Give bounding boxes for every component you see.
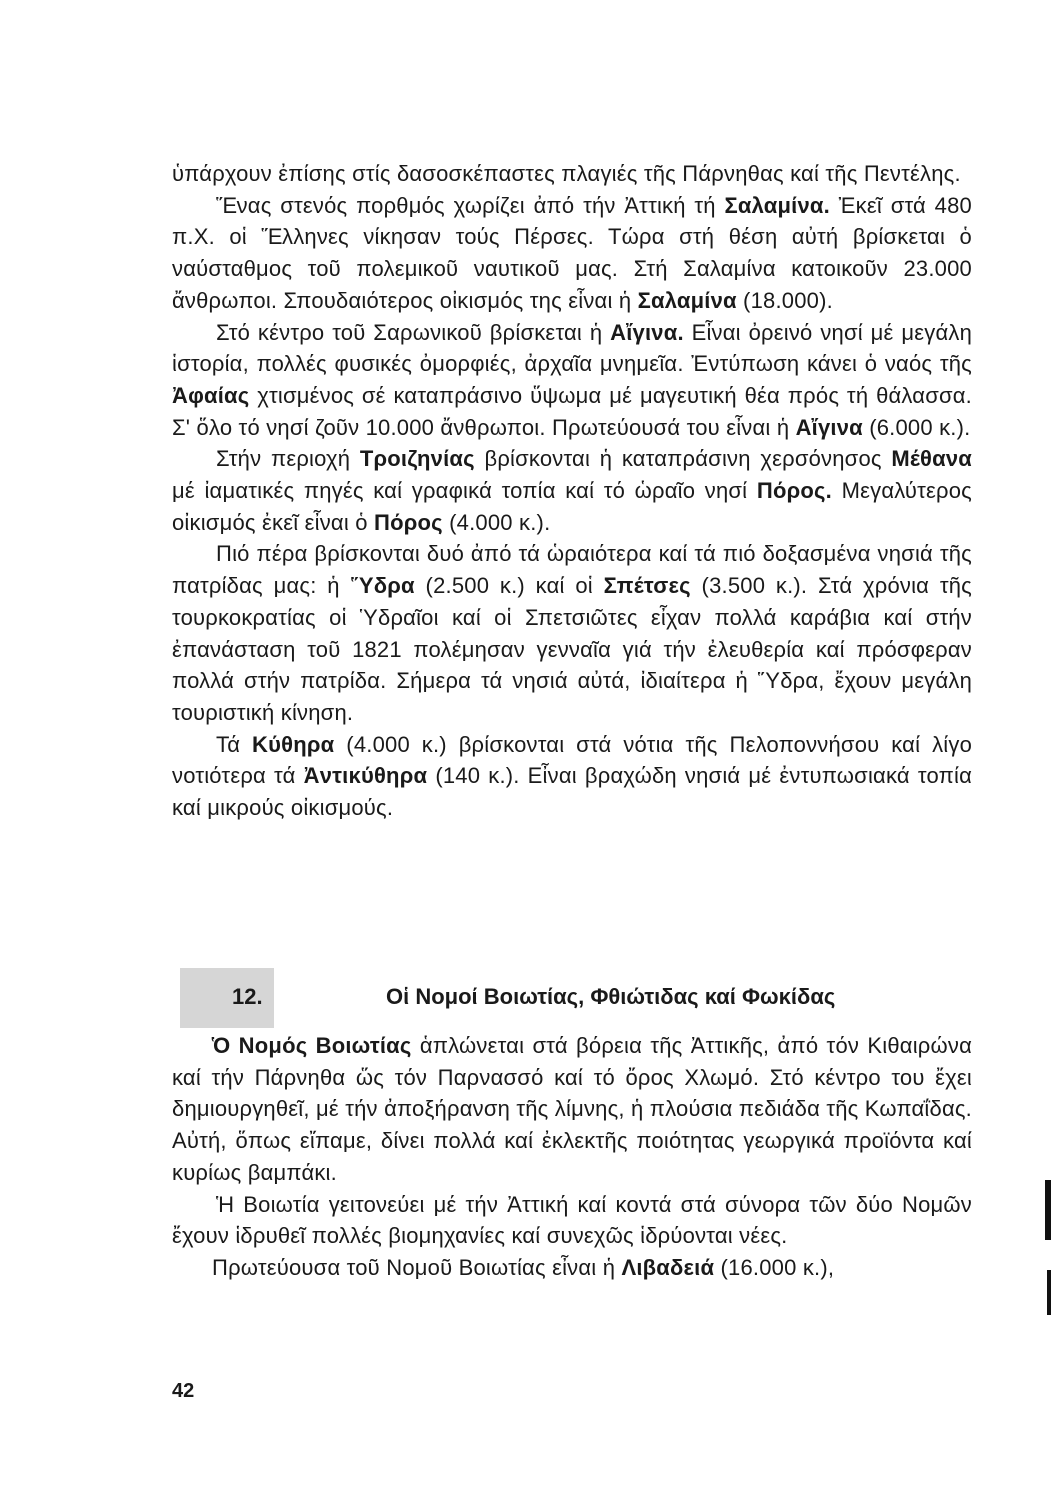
bold-term: Αἴγινα: [795, 414, 863, 440]
section-heading: [172, 968, 972, 1028]
paragraph: Τά Κύθηρα (4.000 κ.) βρίσκονται στά νότια τῆς Πελοποννήσου καί λίγο νοτιότερα τά Ἀντικύθηρα (140 κ.). Εἶναι βραχώδη νησιά μέ ἐντυπωσιακά τοπία καί μικρούς οἰκισμούς.: [172, 731, 973, 821]
bold-term: Πόρος.: [756, 478, 832, 504]
bold-term: Ἀφαίας: [172, 382, 250, 408]
section-text-boeotia: [172, 1030, 972, 1284]
page-number: 42: [172, 1380, 195, 1402]
bold-term: Σαλαμίνα: [637, 287, 737, 313]
paragraph: Ὁ Νομός Βοιωτίας ἁπλώνεται στά βόρεια τῆς Ἀττικῆς, ἀπό τόν Κιθαιρώνα καί τήν Πάρνηθα ὥς τόν Παρνασσό καί τό ὄρος Χλωμό. Στό κέντρο του ἔχει δημιουργηθεῖ, μέ τήν ἀποξήρανση τῆς λίμνης, ἡ πλούσια πεδιάδα τῆς Κωπαΐδας. Αὐτή, ὅπως εἴπαμε, δίνει πολλά καί ἐκλεκτῆς ποιότητας γεωργικά προϊόντα καί κυρίως βαμπάκι.: [172, 1033, 972, 1185]
section-title: Οἱ Νομοί Βοιωτίας, Φθιώτιδας καί Φωκίδας: [386, 984, 836, 1009]
bold-term: Ἀντικύθηρα: [303, 763, 428, 789]
bold-term: Ὁ Νομός Βοιωτίας: [212, 1033, 412, 1058]
bold-term: Σαλαμίνα.: [724, 192, 830, 218]
bold-term: Αἴγινα.: [610, 319, 684, 345]
paragraph: Ἡ Βοιωτία γειτονεύει μέ τήν Ἀττική καί κοντά στά σύνορα τῶν δύο Νομῶν ἔχουν ἱδρυθεῖ πολλές βιομηχανίες καί συνεχῶς ἱδρύονται νέες.: [172, 1191, 972, 1249]
scan-edge-mark: [1045, 1180, 1051, 1240]
bold-term: Τροιζηνίας: [359, 446, 475, 472]
section-text-attica-islands: [172, 158, 972, 824]
scan-edge-mark: [1047, 1270, 1051, 1315]
paragraph: Πρωτεύουσα τοῦ Νομοῦ Βοιωτίας εἶναι ἡ Λιβαδειά (16.000 κ.),: [212, 1254, 835, 1280]
bold-term: Πόρος: [374, 509, 443, 535]
paragraph: Πιό πέρα βρίσκονται δυό ἀπό τά ὡραιότερα καί τά πιό δοξασμένα νησιά τῆς πατρίδας μας: ἡ Ὕδρα (2.500 κ.) καί οἱ Σπέτσες (3.500 κ.). Στά χρόνια τῆς τουρκοκρατίας οἱ Ὑδραῖοι καί οἱ Σπετσιῶτες εἶχαν πολλά καράβια καί στήν ἐπανάσταση τοῦ 1821 πολέμησαν γενναῖα γιά τήν ἐλευθερία καί πρόσφεραν πολλά στήν πατρίδα. Σήμερα τά νησιά αὐτά, ἰδιαίτερα ἡ Ὕδρα, ἔχουν μεγάλη τουριστική κίνηση.: [172, 541, 972, 725]
section-number: 12.: [232, 984, 263, 1009]
bold-term: Σπέτσες: [603, 573, 691, 599]
paragraph: Στήν περιοχή Τροιζηνίας βρίσκονται ἡ καταπράσινη χερσόνησος Μέθανα μέ ἰαματικές πηγές καί γραφικά τοπία καί τό ὡραῖο νησί Πόρος. Μεγαλύτερος οἰκισμός ἐκεῖ εἶναι ὁ Πόρος (4.000 κ.).: [172, 446, 972, 535]
bold-term: Κύθηρα: [252, 731, 335, 757]
paragraph: ὑπάρχουν ἐπίσης στίς δασοσκέπαστες πλαγιές τῆς Πάρνηθας καί τῆς Πεντέλης.: [172, 161, 961, 186]
bold-term: Μέθανα: [891, 446, 972, 472]
paragraph: Ἕνας στενός πορθμός χωρίζει ἀπό τήν Ἀττική τή Σαλαμίνα. Ἐκεῖ στά 480 π.Χ. οἱ Ἕλληνες νίκησαν τούς Πέρσες. Τώρα στή θέση αὐτή βρίσκεται ὁ ναύσταθμος τοῦ πολεμικοῦ ναυτικοῦ μας. Στή Σαλαμίνα κατοικοῦν 23.000 ἄνθρωποι. Σπουδαιότερος οἰκισμός της εἶναι ἡ Σαλαμίνα (18.000).: [172, 192, 972, 313]
paragraph: Στό κέντρο τοῦ Σαρωνικοῦ βρίσκεται ἡ Αἴγινα. Εἶναι ὀρεινό νησί μέ μεγάλη ἱστορία, πολλές φυσικές ὀμορφιές, ἀρχαῖα μνημεῖα. Ἐντύπωση κάνει ὁ ναός τῆς Ἀφαίας χτισμένος σέ καταπράσινο ὕψωμα μέ μαγευτική θέα πρός τή θάλασσα. Σ' ὅλο τό νησί ζοῦν 10.000 ἄνθρωποι. Πρωτεύουσά του εἶναι ἡ Αἴγινα (6.000 κ.).: [172, 319, 973, 440]
bold-term: Λιβαδειά: [621, 1254, 715, 1280]
bold-term: Ὕδρα: [350, 573, 415, 599]
